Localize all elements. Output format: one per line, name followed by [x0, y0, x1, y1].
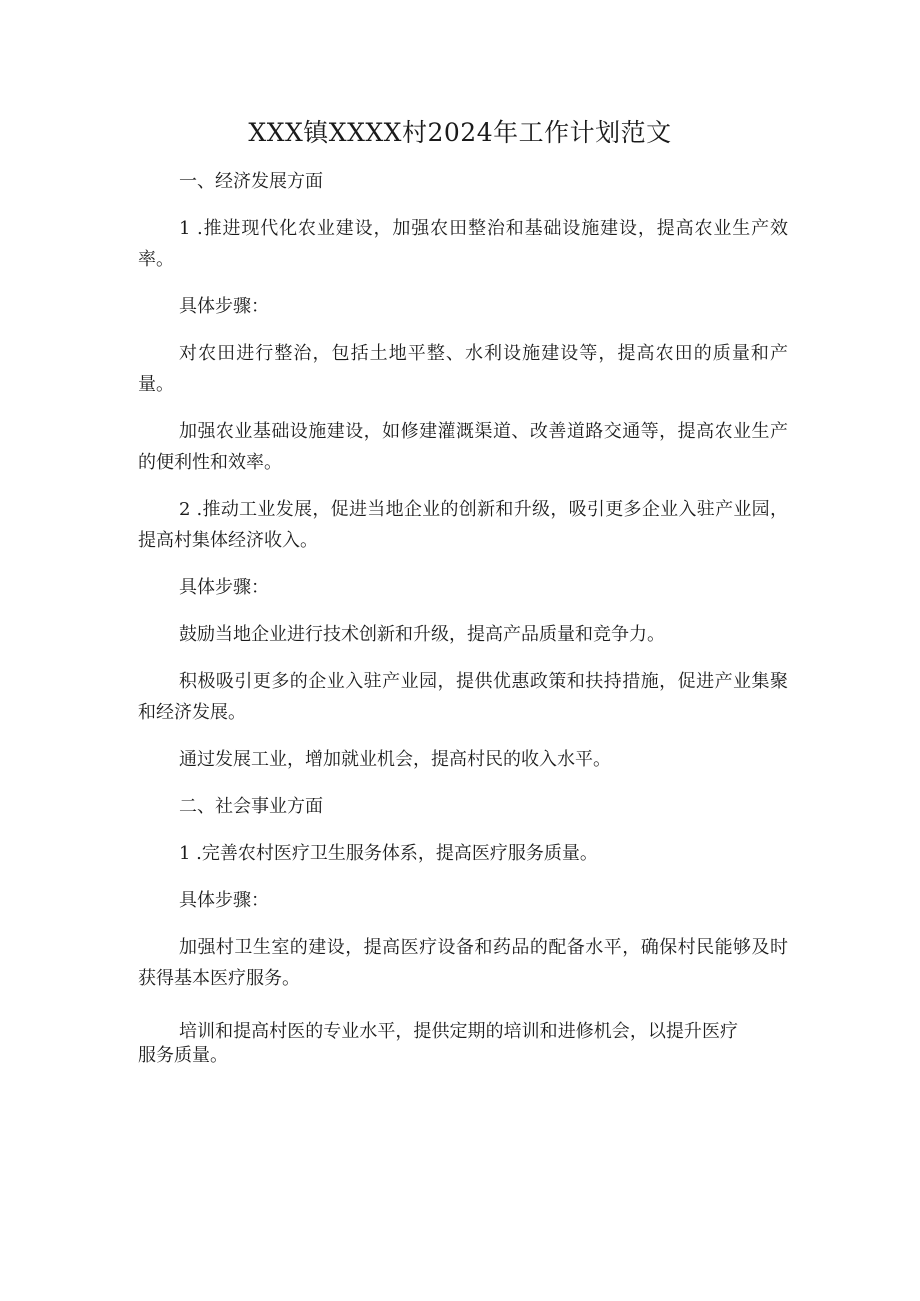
paragraph-attract-enterprises: 积极吸引更多的企业入驻产业园，提供优惠政策和扶持措施，促进产业集聚和经济发展。	[138, 671, 788, 723]
paragraph-steps-label: 具体步骤：	[179, 577, 269, 598]
document-body	[138, 166, 788, 1084]
paragraph-employment: 通过发展工业，增加就业机会，提高村民的收入水平。	[179, 749, 611, 770]
document-title: XXX镇XXXX村2024年工作计划范文	[248, 118, 672, 147]
paragraph-agriculture-goal: 1 .推进现代化农业建设，加强农田整治和基础设施建设，提高农业生产效率。	[138, 218, 788, 270]
paragraph-clinic-construction: 加强村卫生室的建设，提高医疗设备和药品的配备水平，确保村民能够及时获得基本医疗服务。	[138, 937, 788, 989]
paragraph-farmland-renovation: 对农田进行整治，包括土地平整、水利设施建设等，提高农田的质量和产量。	[138, 343, 788, 395]
section-heading-social: 二、社会事业方面	[179, 796, 323, 817]
section-heading-economy: 一、经济发展方面	[179, 171, 323, 192]
paragraph-steps-label: 具体步骤：	[179, 890, 269, 911]
paragraph-medical-goal: 1 .完善农村医疗卫生服务体系，提高医疗服务质量。	[179, 843, 598, 864]
paragraph-steps-label: 具体步骤：	[179, 296, 269, 317]
paragraph-tech-innovation: 鼓励当地企业进行技术创新和升级，提高产品质量和竞争力。	[179, 624, 665, 645]
paragraph-doctor-training: 培训和提高村医的专业水平，提供定期的培训和进修机会，以提升医疗服务质量。	[138, 1021, 738, 1066]
paragraph-industry-goal: 2 .推动工业发展，促进当地企业的创新和升级，吸引更多企业入驻产业园，提高村集体经济收入。	[138, 499, 788, 551]
paragraph-agri-infrastructure: 加强农业基础设施建设，如修建灌溉渠道、改善道路交通等，提高农业生产的便利性和效率。	[138, 421, 788, 473]
